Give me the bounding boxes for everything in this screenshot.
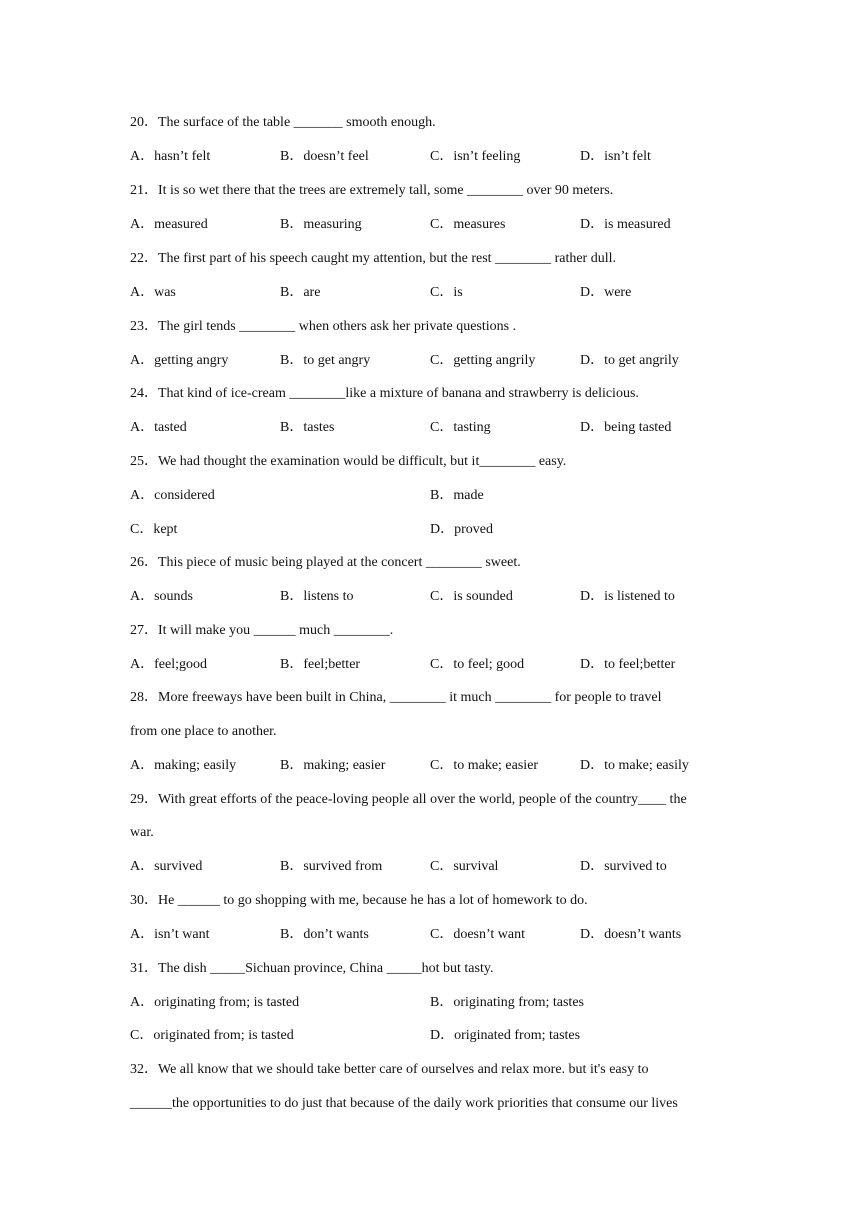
question-26-stem: 26．This piece of music being played at the concert ________ sweet. <box>130 555 521 570</box>
option-d: D．to feel;better <box>580 657 676 672</box>
question-28-stem: 28．More freeways have been built in China, ________ it much ________ for people to travel <box>130 690 662 705</box>
option-c: C．tasting <box>430 420 491 435</box>
option-a: A．getting angry <box>130 353 229 368</box>
option-c: C．getting angrily <box>430 353 536 368</box>
question-31-options-row1 <box>130 994 740 1011</box>
question-29-stem-continued: war. <box>130 825 154 840</box>
option-b: B．to get angry <box>280 353 371 368</box>
option-a: A．isn’t want <box>130 927 210 942</box>
question-21-options <box>130 216 740 233</box>
question-22-options <box>130 284 740 301</box>
option-a: A．making; easily <box>130 758 237 773</box>
option-a: A．considered <box>130 488 215 503</box>
option-d: D．to get angrily <box>580 353 679 368</box>
option-b: B．feel;better <box>280 657 361 672</box>
question-29-options <box>130 858 740 875</box>
option-c: C．is <box>430 285 463 300</box>
option-b: B．survived from <box>280 859 383 874</box>
question-32-stem: 32．We all know that we should take better care of ourselves and relax more. but it's easy to <box>130 1062 649 1077</box>
option-d: D．isn’t felt <box>580 149 651 164</box>
option-b: B．making; easier <box>280 758 386 773</box>
option-a: A．measured <box>130 217 208 232</box>
option-b: B．made <box>430 488 484 503</box>
option-a: A．originating from; is tasted <box>130 995 300 1010</box>
question-27-options <box>130 656 740 673</box>
option-b: B．don’t wants <box>280 927 369 942</box>
question-28-options <box>130 757 740 774</box>
question-25-stem: 25．We had thought the examination would be difficult, but it________ easy. <box>130 454 567 469</box>
option-b: B．tastes <box>280 420 335 435</box>
option-c: C．kept <box>130 522 178 537</box>
option-d: D．were <box>580 285 632 300</box>
question-28-stem-continued: from one place to another. <box>130 724 277 739</box>
option-b: B．measuring <box>280 217 362 232</box>
option-c: C．is sounded <box>430 589 513 604</box>
option-d: D．is listened to <box>580 589 675 604</box>
question-24-options <box>130 419 740 436</box>
option-c: C．doesn’t want <box>430 927 526 942</box>
option-c: C．isn’t feeling <box>430 149 521 164</box>
option-a: A．hasn’t felt <box>130 149 211 164</box>
option-a: A．sounds <box>130 589 194 604</box>
question-20-stem: 20．The surface of the table _______ smooth enough. <box>130 115 436 130</box>
option-a: A．tasted <box>130 420 187 435</box>
option-d: D．survived to <box>580 859 667 874</box>
question-20-options <box>130 148 740 165</box>
option-d: D．proved <box>430 522 493 537</box>
option-c: C．originated from; is tasted <box>130 1028 294 1043</box>
question-32-stem-continued: ______the opportunities to do just that because of the daily work priorities that consume our lives <box>130 1096 678 1111</box>
option-d: D．being tasted <box>580 420 672 435</box>
option-c: C．survival <box>430 859 499 874</box>
question-31-stem: 31．The dish _____Sichuan province, China _____hot but tasty. <box>130 961 494 976</box>
option-a: A．feel;good <box>130 657 207 672</box>
option-d: D．to make; easily <box>580 758 689 773</box>
question-30-stem: 30．He ______ to go shopping with me, because he has a lot of homework to do. <box>130 893 588 908</box>
question-30-options <box>130 926 740 943</box>
option-b: B．originating from; tastes <box>430 995 584 1010</box>
option-b: B．are <box>280 285 321 300</box>
question-22-stem: 22．The first part of his speech caught my attention, but the rest ________ rather dull. <box>130 251 616 266</box>
option-b: B．listens to <box>280 589 354 604</box>
option-d: D．originated from; tastes <box>430 1028 581 1043</box>
question-26-options <box>130 588 740 605</box>
question-31-options-row2 <box>130 1027 740 1044</box>
option-d: D．is measured <box>580 217 671 232</box>
question-29-stem: 29．With great efforts of the peace-loving people all over the world, people of the country____ the <box>130 792 687 807</box>
option-a: A．was <box>130 285 176 300</box>
question-23-options <box>130 352 740 369</box>
option-c: C．to feel; good <box>430 657 525 672</box>
question-27-stem: 27．It will make you ______ much ________. <box>130 623 394 638</box>
question-24-stem: 24．That kind of ice-cream ________like a mixture of banana and strawberry is delicious. <box>130 386 639 401</box>
option-d: D．doesn’t wants <box>580 927 682 942</box>
option-c: C．measures <box>430 217 506 232</box>
question-25-options-row2 <box>130 521 740 538</box>
question-23-stem: 23．The girl tends ________ when others ask her private questions . <box>130 319 517 334</box>
option-a: A．survived <box>130 859 203 874</box>
question-25-options-row1 <box>130 487 740 504</box>
option-c: C．to make; easier <box>430 758 539 773</box>
option-b: B．doesn’t feel <box>280 149 369 164</box>
question-21-stem: 21．It is so wet there that the trees are extremely tall, some ________ over 90 meters. <box>130 183 614 198</box>
